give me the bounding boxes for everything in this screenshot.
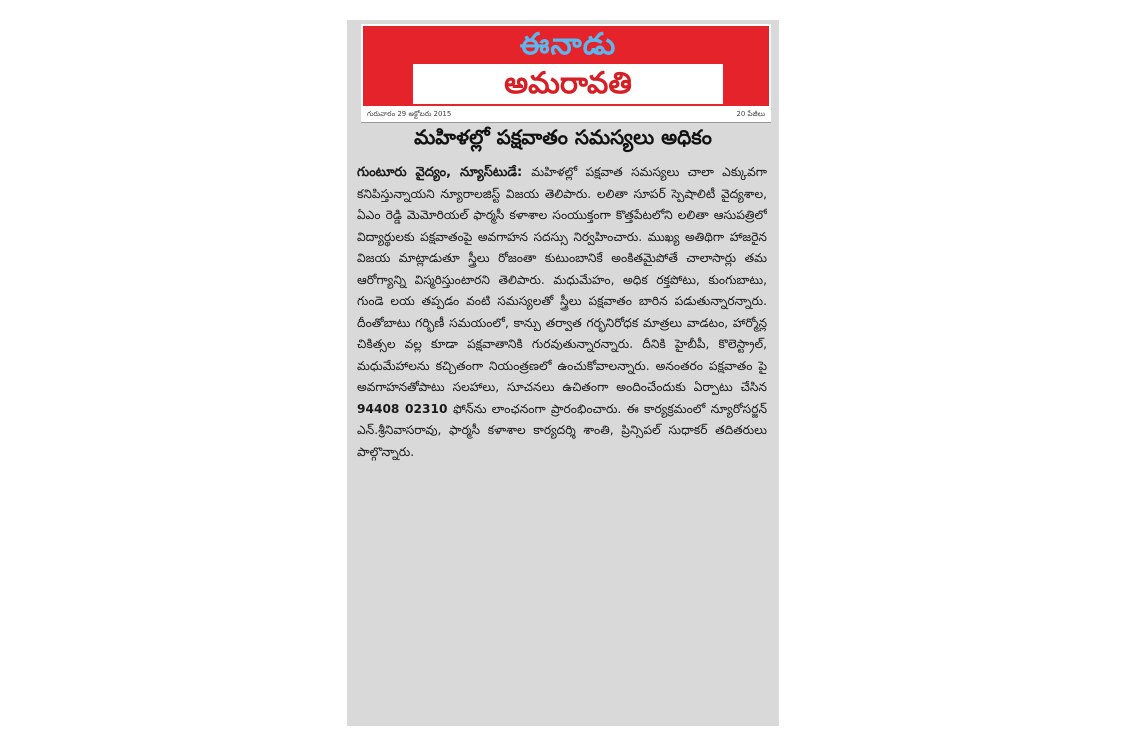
- article-text-part-1: మహిళల్లో పక్షవాత సమస్యలు చాలా ఎక్కువగా కనిపిస్తున్నాయని న్యూరాలజిస్ట్ విజయ తెలిపారు. లలితా సూపర్ స్పెషాలిటీ వైద్యశాల, ఏఎం రెడ్డి మెమోరియల్ ఫార్మసీ కళాశాల సంయుక్తంగా కొత్తపేటలోని లలితా ఆసుపత్రిలో విద్యార్థులకు పక్షవాతంపై అవగాహన సదస్సు నిర్వహించారు. ముఖ్య అతిథిగా హాజరైన విజయ మాట్లాడుతూ స్త్రీలు రోజంతా కుటుంబానికే అంకితమైపోతే చాలాసార్లు తమ ఆరోగ్యాన్ని విస్మరిస్తుంటారని తెలిపారు. మధుమేహం, అధిక రక్తపోటు, కుంగుబాటు, గుండె లయ తప్పడం వంటి సమస్యలతో స్త్రీలు పక్షవాతం బారిన పడుతున్నారన్నారు. దీంతోబాటు గర్భిణీ సమయంలో, కాన్పు తర్వాత గర్భనిరోధక మాత్రలు వాడటం, హార్మోన్ల చికిత్సల వల్ల కూడా పక్షవాతానికి గురవుతున్నారన్నారు. దీనికి హైబీపీ, కొలెస్ట్రాల్, మధుమేహాలను కచ్చితంగా నియంత్రణలో ఉంచుకోవాలన్నారు. అనంతరం పక్షవాతం పై అవగాహనతోపాటు సలహాలు, సూచనలు ఉచితంగా అందించేందుకు ఏర్పాటు చేసిన: [357, 165, 767, 394]
- article-headline: మహిళల్లో పక్షవాతం సమస్యలు అధికం: [414, 125, 712, 149]
- masthead-title-top: ఈనాడు: [519, 27, 617, 62]
- masthead-title-bottom: అమరావతి: [504, 66, 632, 101]
- newspaper-masthead: [361, 24, 771, 108]
- newspaper-clipping: [347, 20, 779, 726]
- issue-date: గురువారం 29 అక్టోబరు 2015: [367, 110, 452, 118]
- article-text-part-2: ఫోన్‌ను లాంఛనంగా ప్రారంభించారు. ఈ కార్యక్రమంలో న్యూరోసర్జన్ ఎన్.శ్రీనివాసరావు, ఫార్మసీ కళాశాల కార్యదర్శి శాంతి, ప్రిన్సిపల్ సుధాకర్ తదితరులు పాల్గొన్నారు.: [357, 401, 767, 459]
- article-body: [357, 162, 767, 712]
- article-dateline: గుంటూరు వైద్యం, న్యూస్‌టుడే:: [357, 165, 532, 180]
- helpline-number: 94408 02310: [357, 401, 454, 416]
- page-count: 20 పేజీలు: [736, 110, 765, 118]
